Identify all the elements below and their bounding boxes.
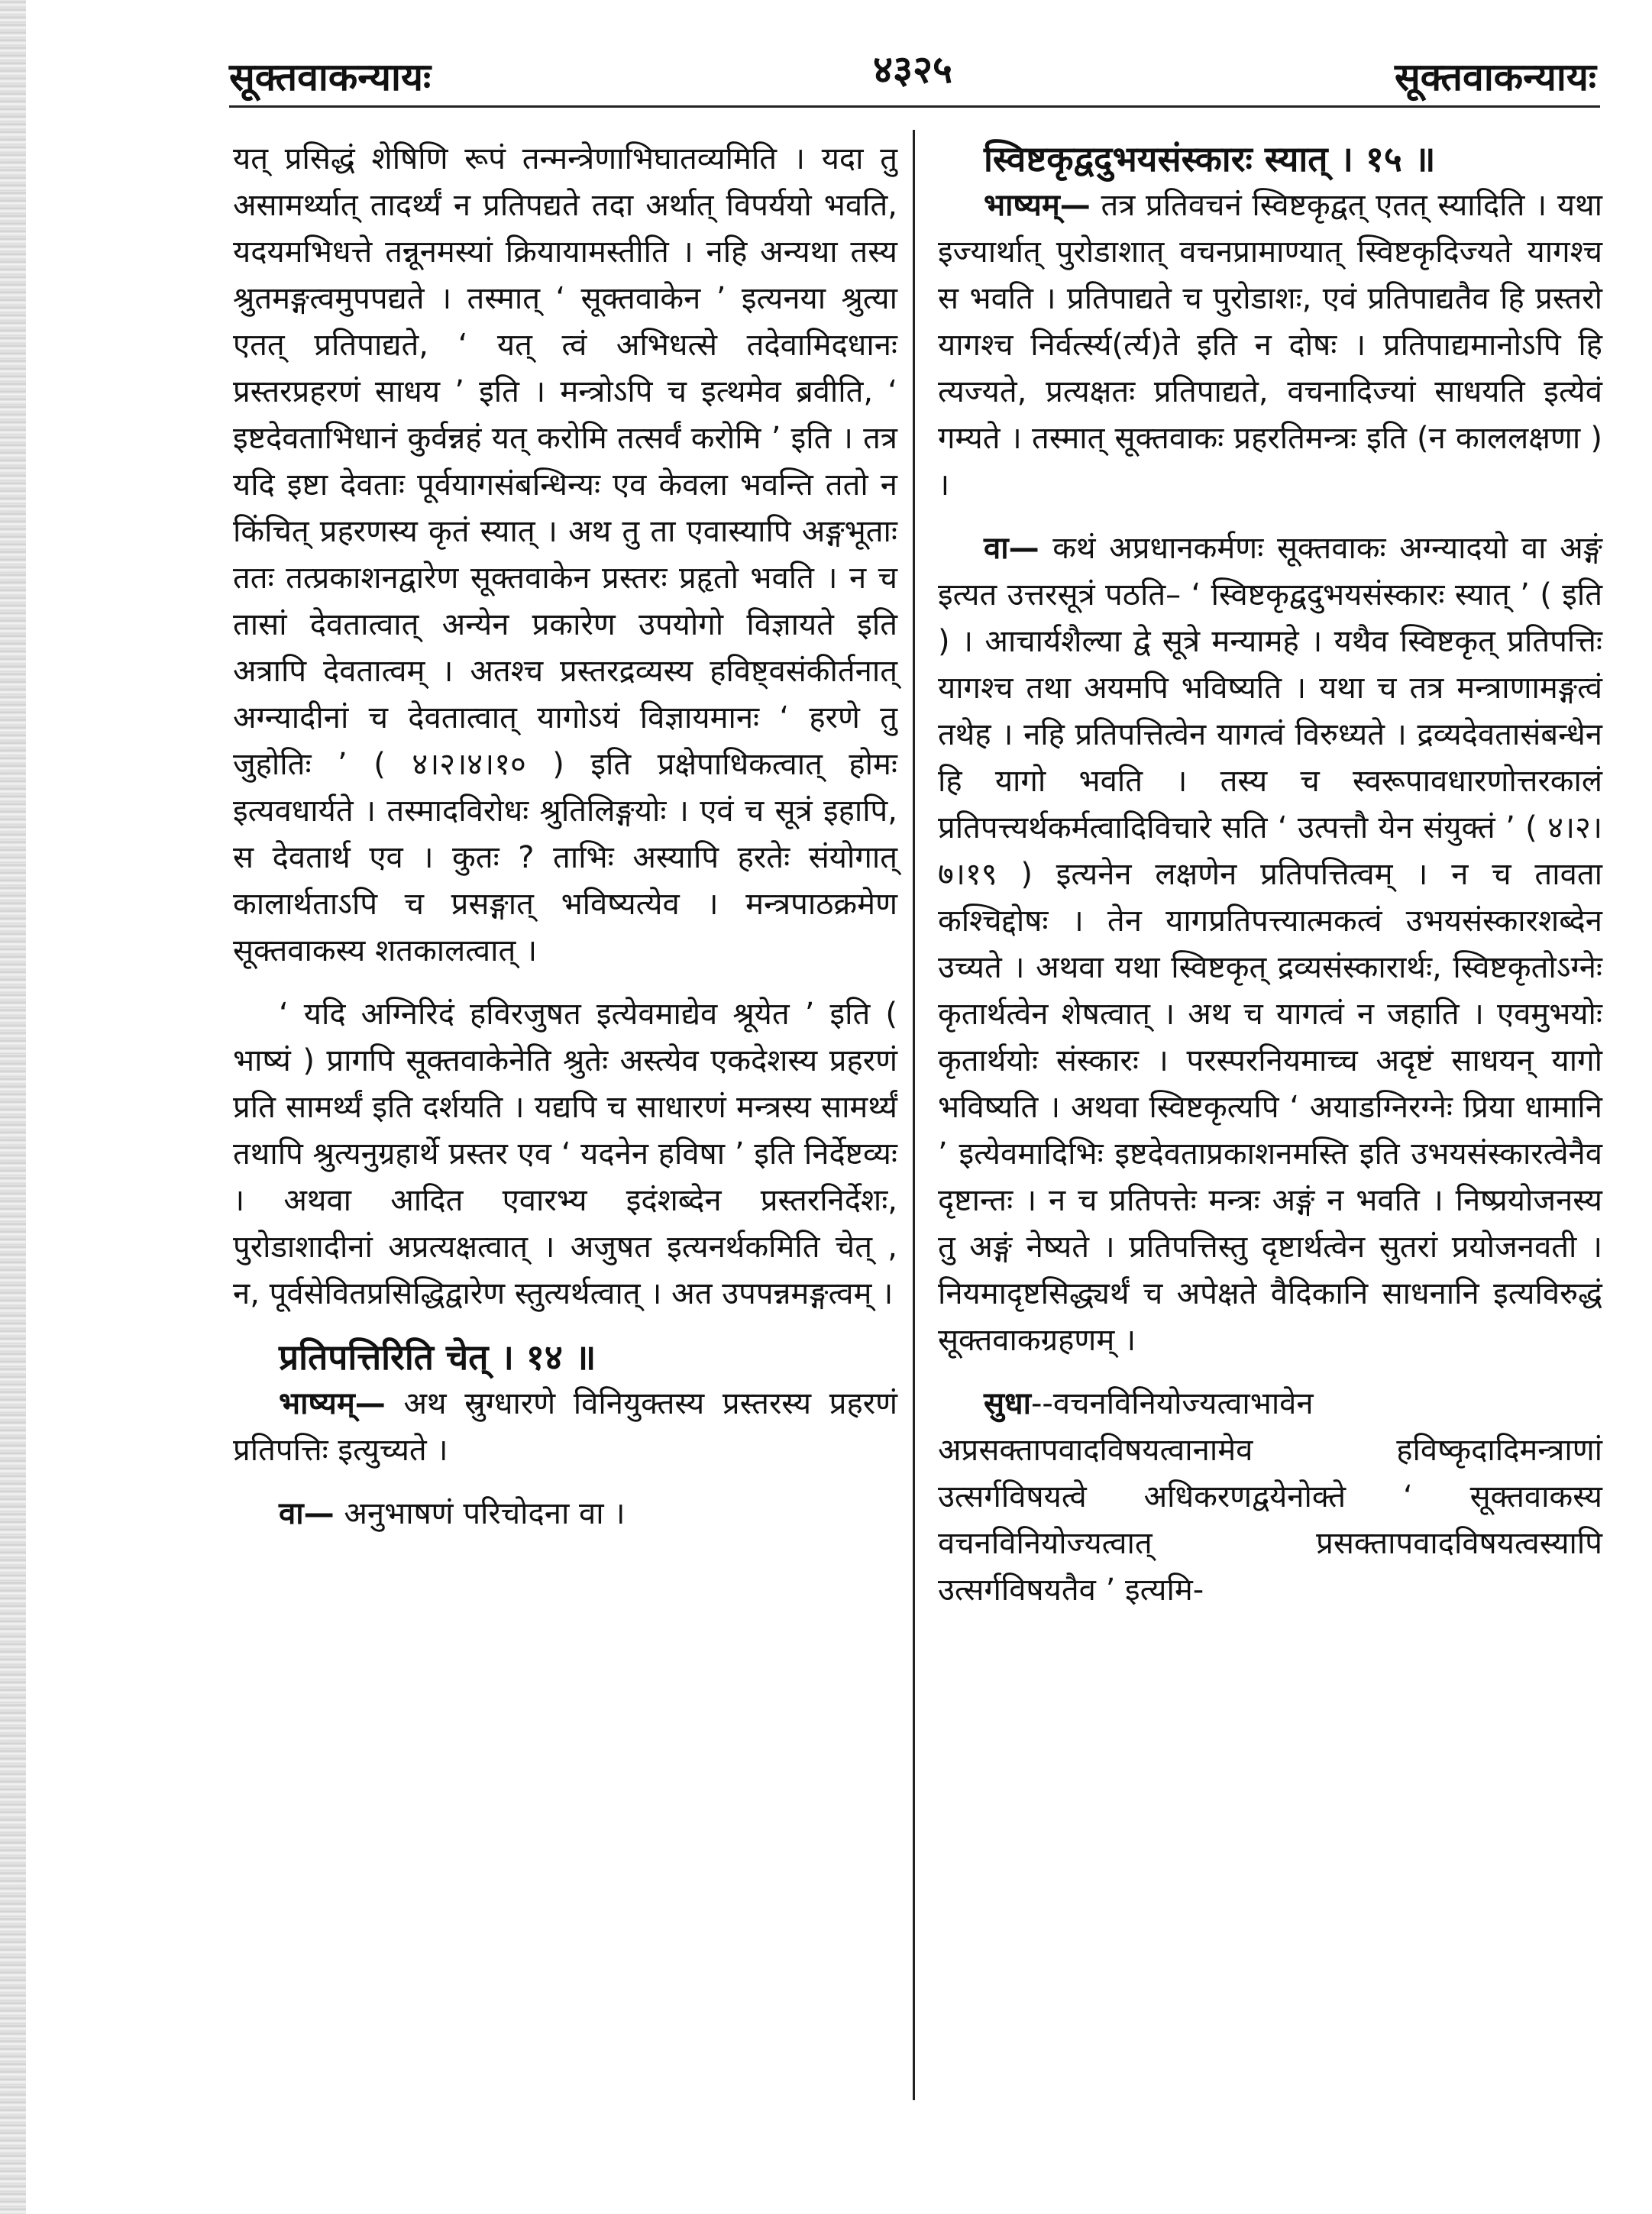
page-binding-edge: [0, 0, 26, 2214]
right-varttika: [938, 525, 1602, 1364]
bhashya-text: अथ स्रुग्धारणे विनियुक्तस्य प्रस्तरस्य प्रहरणं प्रतिपत्तिः इत्युच्यते ।: [233, 1386, 897, 1468]
sudha-text: --वचनविनियोज्यत्वाभावेन अप्रसक्तापवादविषयत्वानामेव हविष्कृदादिमन्त्राणां उत्सर्गविषयत्वे अधिकरणद्वयेनोक्ते ‘ सूक्तवाकस्य वचनविनियोज्यत्वात् प्रसक्तापवादविषयत्वस्यापि उत्सर्गविषयतैव ’ इत्यमि-: [938, 1386, 1602, 1608]
left-bhashya: [233, 1381, 897, 1474]
bhashya-text: तत्र प्रतिवचनं स्विष्टकृद्वत् एतत् स्यादिति । यथा इज्यार्थात् पुरोडाशात् वचनप्रामाण्यात् स्विष्टकृदिज्यते यागश्च स भवति । प्रतिपाद्यते च पुरोडाशः, एवं प्रतिपाद्यतैव हि प्रस्तरो यागश्च निर्वर्त्स्य(र्त्य)ते इति न दोषः । प्रतिपाद्यमानोऽपि हि त्यज्यते, प्रत्यक्षतः प्रतिपाद्यते, वचनादिज्यां साधयति इत्येवं गम्यते । तस्मात् सूक्तवाकः प्रहरतिमन्त्रः इति (न काललक्षणा ) ।: [938, 188, 1602, 503]
bhashya-label: भाष्यम्—: [984, 188, 1091, 223]
left-varttika: [233, 1491, 897, 1537]
bhashya-label: भाष्यम्—: [279, 1386, 386, 1421]
va-text: कथं अप्रधानकर्मणः सूक्तवाकः अग्न्यादयो वा अङ्गं इत्यत उत्तरसूत्रं पठति– ‘ स्विष्टकृद्वदुभयसंस्कारः स्यात् ’ ( इति ) । आचार्यशैल्या द्वे सूत्रे मन्यामहे । यथैव स्विष्टकृत् प्रतिपत्तिः यागश्च तथा अयमपि भविष्यति । यथा च तत्र मन्त्राणामङ्गत्वं तथेह । नहि प्रतिपत्तित्वेन यागत्वं विरुध्यते । द्रव्यदेवतासंबन्धेन हि यागो भवति । तस्य च स्वरूपावधारणोत्तरकालं प्रतिपत्त्यर्थकर्मत्वादिविचारे सति ‘ उत्पत्तौ येन संयुक्तं ’ ( ४।२।७।१९ ) इत्यनेन लक्षणेन प्रतिपत्तित्वम् । न च तावता कश्चिद्दोषः । तेन यागप्रतिपत्त्यात्मकत्वं उभयसंस्कारशब्देन उच्यते । अथवा यथा स्विष्टकृत् द्रव्यसंस्कारार्थः, स्विष्टकृतोऽग्नेः कृतार्थत्वेन शेषत्वात् । अथ च यागत्वं न जहाति । एवमुभयोः कृतार्थयोः संस्कारः । परस्परनियमाच्च अदृष्टं साधयन् यागो भविष्यति । अथवा स्विष्टकृत्यपि ‘ अयाडग्निरग्नेः प्रिया धामानि ’ इत्येवमादिभिः इष्टदेवताप्रकाशनमस्ति इति उभयसंस्कारत्वेनैव दृष्टान्तः । न च प्रतिपत्तेः मन्त्रः अङ्गं न भवति । निष्प्रयोजनस्य तु अङ्गं नेष्यते । प्रतिपत्तिस्तु दृष्टार्थत्वेन सुतरां प्रयोजनवती । नियमादृष्टसिद्ध्यर्थं च अपेक्षते वैदिकानि साधनानि इत्यविरुद्धं सूक्तवाकग्रहणम् ।: [938, 531, 1602, 1358]
header-right-title: सूक्तवाकन्यायः: [1394, 55, 1596, 99]
sudha-label: सुधा: [984, 1386, 1031, 1421]
sutra-14-heading: प्रतिपत्तिरिति चेत् । १४ ॥: [279, 1336, 596, 1378]
va-text: अनुभाषणं परिचोदना वा ।: [334, 1496, 626, 1531]
column-divider: [913, 130, 915, 2100]
page-number: ४३२५: [873, 47, 952, 92]
header-left-title: सूक्तवाकन्यायः: [229, 55, 432, 99]
left-paragraph-2: ‘ यदि अग्निरिदं हविरजुषत इत्येवमाद्येव श्रूयेत ’ इति ( भाष्यं ) प्रागपि सूक्तवाकेनेति श्रुतेः अस्त्येव एकदेशस्य प्रहरणं प्रति सामर्थ्यं इति दर्शयति । यद्यपि च साधारणं मन्त्रस्य सामर्थ्यं तथापि श्रुत्यनुग्रहार्थे प्रस्तर एव ‘ यदनेन हविषा ’ इति निर्देष्टव्यः । अथवा आदित एवारभ्य इदंशब्देन प्रस्तरनिर्देशः, पुरोडाशादीनां अप्रत्यक्षत्वात् । अजुषत इत्यनर्थकमिति चेत् , न, पूर्वसेवितप्रसिद्धिद्वारेण स्तुत्यर्थत्वात् । अत उपपन्नमङ्गत्वम् ।: [233, 997, 897, 1311]
sutra-15-heading: स्विष्टकृद्वदुभयसंस्कारः स्यात् । १५ ॥: [984, 138, 1436, 179]
right-sudha: [938, 1381, 1602, 1614]
va-label: वा—: [984, 531, 1039, 566]
right-column: [938, 136, 1602, 1614]
right-bhashya: [938, 183, 1602, 509]
va-label: वा—: [279, 1496, 335, 1531]
left-column: [233, 136, 897, 1537]
running-header: [229, 42, 1596, 103]
left-paragraph-1: यत् प्रसिद्धं शेषिणि रूपं तन्मन्त्रेणाभिघातव्यमिति । यदा तु असामर्थ्यात् तादर्थ्यं न प्रतिपद्यते तदा अर्थात् विपर्ययो भवति, यदयमभिधत्ते तन्नूनमस्यां क्रियायामस्तीति । नहि अन्यथा तस्य श्रुतमङ्गत्वमुपपद्यते । तस्मात् ‘ सूक्तवाकेन ’ इत्यनया श्रुत्या एतत् प्रतिपाद्यते, ‘ यत् त्वं अभिधत्से तदेवामिदधानः प्रस्तरप्रहरणं साधय ’ इति । मन्त्रोऽपि च इत्थमेव ब्रवीति, ‘ इष्टदेवताभिधानं कुर्वन्नहं यत् करोमि तत्सर्वं करोमि ’ इति । तत्र यदि इष्टा देवताः पूर्वयागसंबन्धिन्यः एव केवला भवन्ति ततो न किंचित् प्रहरणस्य कृतं स्यात् । अथ तु ता एवास्यापि अङ्गभूताः ततः तत्प्रकाशनद्वारेण सूक्तवाकेन प्रस्तरः प्रहृतो भवति । न च तासां देवतात्वात् अन्येन प्रकारेण उपयोगो विज्ञायते इति अत्रापि देवतात्वम् । अतश्च प्रस्तरद्रव्यस्य हविष्ट्वसंकीर्तनात् अग्न्यादीनां च देवतात्वात् यागोऽयं विज्ञायमानः ‘ हरणे तु जुहोतिः ’ ( ४।२।४।१० ) इति प्रक्षेपाधिकत्वात् होमः इत्यवधार्यते । तस्मादविरोधः श्रुतिलिङ्गयोः । एवं च सूत्रं इहापि, स देवतार्थ एव । कुतः ? ताभिः अस्यापि हरतेः संयोगात् कालार्थताऽपि च प्रसङ्गात् भविष्यत्येव । मन्त्रपाठक्रमेण सूक्तवाकस्य शतकालत्वात् ।: [233, 141, 897, 968]
header-rule: [229, 105, 1600, 108]
